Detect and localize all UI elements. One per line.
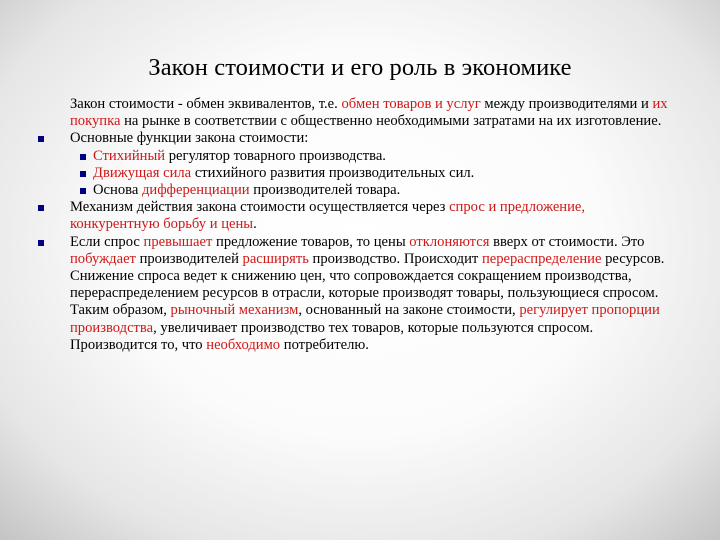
text-span: потребителю. xyxy=(280,336,369,353)
square-bullet-icon xyxy=(38,205,44,211)
text-span: , увеличивает производство тех товаров, которые пользуются спросом. Производится то, что xyxy=(70,319,594,353)
highlight-span: расширять xyxy=(242,250,309,267)
function-item-driving-force xyxy=(70,165,668,182)
square-bullet-icon xyxy=(80,188,86,194)
slide-title: Закон стоимости и его роль в экономике xyxy=(148,54,572,81)
text-span: Основные функции закона стоимости: xyxy=(70,130,309,147)
text-span: Если спрос xyxy=(70,233,144,250)
text-span: Механизм действия закона стоимости осуществляется через xyxy=(70,199,450,216)
text-span: стихийного развития производительных сил. xyxy=(191,164,475,181)
function-item-regulator xyxy=(70,148,668,165)
text-span: . xyxy=(253,216,257,233)
highlight-span: перераспределение xyxy=(481,250,602,267)
definition-paragraph xyxy=(70,96,668,130)
highlight-span: побуждает xyxy=(70,250,136,267)
highlight-span: необходимо xyxy=(206,336,281,353)
highlight-span: обмен товаров и услуг xyxy=(341,96,481,112)
text-span: ресурсов. Снижение спроса ведет к снижению цен, что сопровождается сокращением производства, перераспределением ресурсов в отрасли, которые производят товары, пользующиеся спросом. Таким образом, xyxy=(70,250,665,319)
square-bullet-icon xyxy=(38,240,44,246)
highlight-span: превышает xyxy=(143,233,213,250)
demand-item xyxy=(70,234,668,354)
square-bullet-icon xyxy=(38,136,44,142)
text-span: на рынке в соответствии с общественно необходимыми затратами на их изготовление. xyxy=(120,113,662,130)
text-span: вверх от стоимости. Это xyxy=(489,233,645,250)
text-span: Основа xyxy=(93,182,142,199)
highlight-span: рыночный механизм xyxy=(170,302,299,319)
highlight-span: отклоняются xyxy=(409,233,490,250)
slide-content xyxy=(70,96,668,354)
highlight-span: регулирует пропорции производства xyxy=(70,302,660,336)
square-bullet-icon xyxy=(80,154,86,160)
text-span: Закон стоимости - обмен эквивалентов, т.е. xyxy=(70,96,342,112)
text-span: между производителями и xyxy=(480,96,653,112)
text-span: производство. Происходит xyxy=(308,250,482,267)
functions-heading-item xyxy=(70,130,668,147)
highlight-span: дифференциации xyxy=(141,182,250,199)
highlight-span: Движущая сила xyxy=(93,164,192,181)
highlight-span: их покупка xyxy=(70,96,668,130)
text-span: , основанный на законе стоимости, xyxy=(298,302,520,319)
highlight-span: Стихийный xyxy=(93,147,166,164)
text-span: производителей товара. xyxy=(249,182,401,199)
mechanism-item xyxy=(70,199,668,233)
text-span: предложение товаров, то цены xyxy=(212,233,410,250)
highlight-span: спрос и предложение, конкурентную борьбу и цены xyxy=(70,199,586,233)
text-span: производителей xyxy=(135,250,243,267)
function-item-differentiation xyxy=(70,182,668,199)
text-span: регулятор товарного производства. xyxy=(165,147,386,164)
square-bullet-icon xyxy=(80,171,86,177)
